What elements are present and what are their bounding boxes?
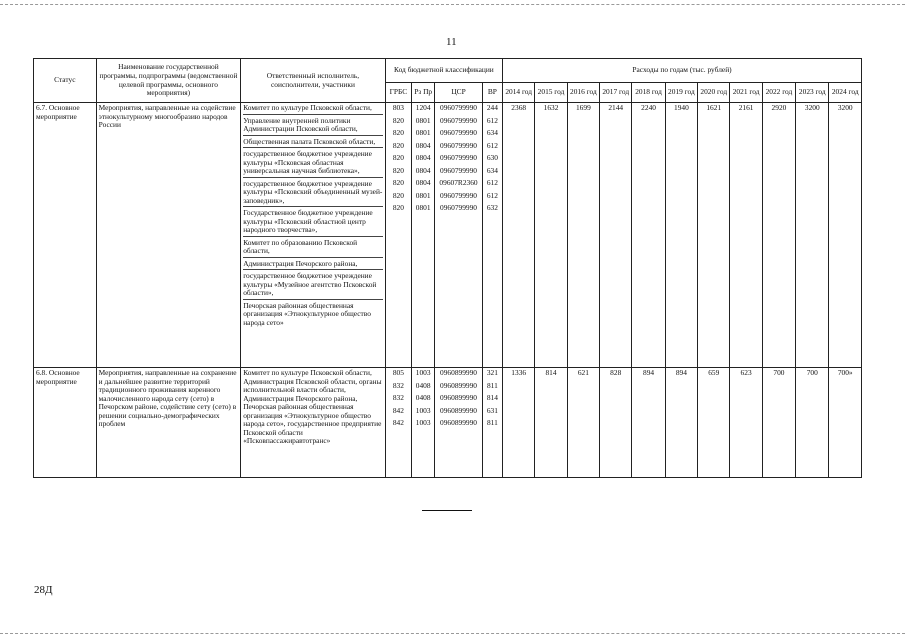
header-year: 2020 год (698, 83, 730, 103)
code-value: 634 (486, 165, 498, 175)
expense-value: 2368 (503, 103, 535, 368)
code-value: 0801 (415, 190, 431, 200)
table-row (34, 368, 862, 478)
executor-item: Комитет по образованию Псковской области, (243, 239, 383, 258)
budget-table (33, 58, 862, 478)
code-value: 1003 (415, 418, 431, 427)
row-grbs (385, 368, 411, 478)
footer-code: 28Д (34, 584, 53, 596)
code-value: 0804 (415, 165, 431, 175)
row-name: Мероприятия, направленные на сохранение и дальнейшее развитие территорий традиционного проживания коренного малочисленного народа сету (сето) в Печорском районе, содействие сету (сето) в решении социально-демографических проблем (96, 368, 241, 478)
code-value: 0960799990 (440, 153, 477, 162)
code-value: 0960799990 (440, 165, 477, 175)
code-value: 832 (392, 380, 404, 390)
expense-value: 2144 (600, 103, 632, 368)
header-grbs: ГРБС (385, 83, 411, 103)
expense-value: 1699 (567, 103, 599, 368)
expense-value: 1336 (503, 368, 535, 478)
expense-value: 2920 (762, 103, 795, 368)
code-value: 634 (486, 128, 498, 137)
header-year: 2018 год (632, 83, 665, 103)
header-name: Наименование государственной программы, подпрограммы (ведомственной целевой программы, основного мероприятия) (96, 59, 241, 103)
header-year: 2024 год (829, 83, 862, 103)
code-value: 805 (392, 368, 404, 377)
expense-value: 1621 (698, 103, 730, 368)
header-csr: ЦСР (435, 83, 483, 103)
code-value: 612 (486, 140, 498, 150)
header-year: 2023 год (796, 83, 829, 103)
section-divider (422, 510, 472, 511)
code-value: 630 (486, 153, 498, 162)
code-value: 0801 (415, 203, 431, 212)
row-grbs (385, 103, 411, 368)
code-value: 842 (392, 405, 404, 415)
code-value: 1204 (415, 103, 431, 112)
code-value: 811 (486, 418, 498, 427)
expense-value: 814 (535, 368, 567, 478)
table-row (34, 103, 862, 368)
header-year: 2019 год (665, 83, 697, 103)
code-value: 0408 (415, 393, 431, 402)
row-csr (435, 103, 483, 368)
code-value: 0960899990 (440, 368, 477, 377)
code-value: 1003 (415, 405, 431, 415)
code-value: 820 (392, 178, 404, 187)
expense-value: 828 (600, 368, 632, 478)
header-rzpr: Рз Пр (412, 83, 435, 103)
code-value: 820 (392, 165, 404, 175)
row-csr (435, 368, 483, 478)
code-value: 1003 (415, 368, 431, 377)
executor-item: государственное бюджетное учреждение культуры «Музейное агентство Псковской области», (243, 272, 383, 300)
scan-edge-bottom (0, 633, 905, 634)
code-value: 612 (486, 178, 498, 187)
header-year: 2016 год (567, 83, 599, 103)
expense-value: 894 (632, 368, 665, 478)
expense-value: 621 (567, 368, 599, 478)
code-value: 0960799990 (440, 190, 477, 200)
expense-value: 700 (762, 368, 795, 478)
row-vr (482, 103, 502, 368)
expense-value: 894 (665, 368, 697, 478)
header-status: Статус (34, 59, 97, 103)
code-value: 820 (392, 128, 404, 137)
code-value: 631 (486, 405, 498, 415)
expense-value: 700» (829, 368, 862, 478)
executor-item: Управление внутренней политики Администрации Псковской области, (243, 117, 383, 136)
code-value: 811 (486, 380, 498, 390)
code-value: 09607R2360 (439, 178, 478, 187)
code-value: 0804 (415, 153, 431, 162)
expense-value: 3200 (829, 103, 862, 368)
code-value: 0801 (415, 128, 431, 137)
executor-item: Печорская районная общественная организация «Этнокультурное общество народа сето» (243, 300, 371, 327)
executor-item: Государственное бюджетное учреждение культуры «Псковский областной центр народного творчества», (243, 209, 383, 237)
executor-item: Администрация Печорского района, (243, 260, 383, 271)
row-status: 6.7. Основное мероприятие (34, 103, 97, 368)
code-value: 820 (392, 140, 404, 150)
header-budget-code: Код бюджетной классификации (385, 59, 502, 83)
code-value: 803 (392, 103, 404, 112)
code-value: 0960899990 (440, 393, 477, 402)
code-value: 0408 (415, 380, 431, 390)
scan-edge-top (0, 4, 905, 5)
header-expenses: Расходы по годам (тыс. рублей) (503, 59, 862, 83)
code-value: 0960799990 (440, 115, 477, 125)
code-value: 0960799990 (440, 103, 477, 112)
code-value: 0960799990 (440, 203, 477, 212)
row-vr (482, 368, 502, 478)
expense-value: 1940 (665, 103, 697, 368)
code-value: 820 (392, 203, 404, 212)
row-status: 6.8. Основное мероприятие (34, 368, 97, 478)
code-value: 244 (486, 103, 498, 112)
code-value: 832 (392, 393, 404, 402)
code-value: 612 (486, 115, 498, 125)
expense-value: 700 (796, 368, 829, 478)
code-value: 0960899990 (440, 418, 477, 427)
page-number: 11 (446, 36, 457, 48)
header-year: 2014 год (503, 83, 535, 103)
code-value: 814 (486, 393, 498, 402)
code-value: 820 (392, 153, 404, 162)
executor-item: государственное бюджетное учреждение культуры «Псковская областная универсальная научная библиотека», (243, 150, 383, 178)
header-executor: Ответственный исполнитель, соисполнители, участники (241, 59, 386, 103)
code-value: 0804 (415, 178, 431, 187)
header-year: 2015 год (535, 83, 567, 103)
expense-value: 2240 (632, 103, 665, 368)
code-value: 0960899990 (440, 380, 477, 390)
code-value: 0804 (415, 140, 431, 150)
code-value: 632 (486, 203, 498, 212)
expense-value: 1632 (535, 103, 567, 368)
code-value: 820 (392, 115, 404, 125)
executor-item: Комитет по культуре Псковской области, (243, 104, 383, 115)
row-executors: Комитет по культуре Псковской области, Администрация Псковской области, органы исполнительной власти области, Администрация Печорского района, Печорская районная общественная организация «Этнокультурное общество народа сето», государственное предприятие Псковской области «Псковпассажиравтотранс» (241, 368, 386, 478)
code-value: 820 (392, 190, 404, 200)
code-value: 0960799990 (440, 140, 477, 150)
row-rzpr (412, 368, 435, 478)
row-name: Мероприятия, направленные на содействие этнокультурному многообразию народов России (96, 103, 241, 368)
row-executors (241, 103, 386, 368)
header-year: 2017 год (600, 83, 632, 103)
row-rzpr (412, 103, 435, 368)
header-year: 2021 год (730, 83, 762, 103)
expense-value: 659 (698, 368, 730, 478)
expense-value: 3200 (796, 103, 829, 368)
executor-item: государственное бюджетное учреждение культуры «Псковский объединенный музей-заповедник», (243, 180, 383, 208)
header-year: 2022 год (762, 83, 795, 103)
header-vr: ВР (482, 83, 502, 103)
executor-item: Общественная палата Псковской области, (243, 138, 383, 149)
code-value: 612 (486, 190, 498, 200)
code-value: 0960899990 (440, 405, 477, 415)
code-value: 0801 (415, 115, 431, 125)
code-value: 321 (486, 368, 498, 377)
expense-value: 2161 (730, 103, 762, 368)
code-value: 842 (392, 418, 404, 427)
expense-value: 623 (730, 368, 762, 478)
code-value: 0960799990 (440, 128, 477, 137)
